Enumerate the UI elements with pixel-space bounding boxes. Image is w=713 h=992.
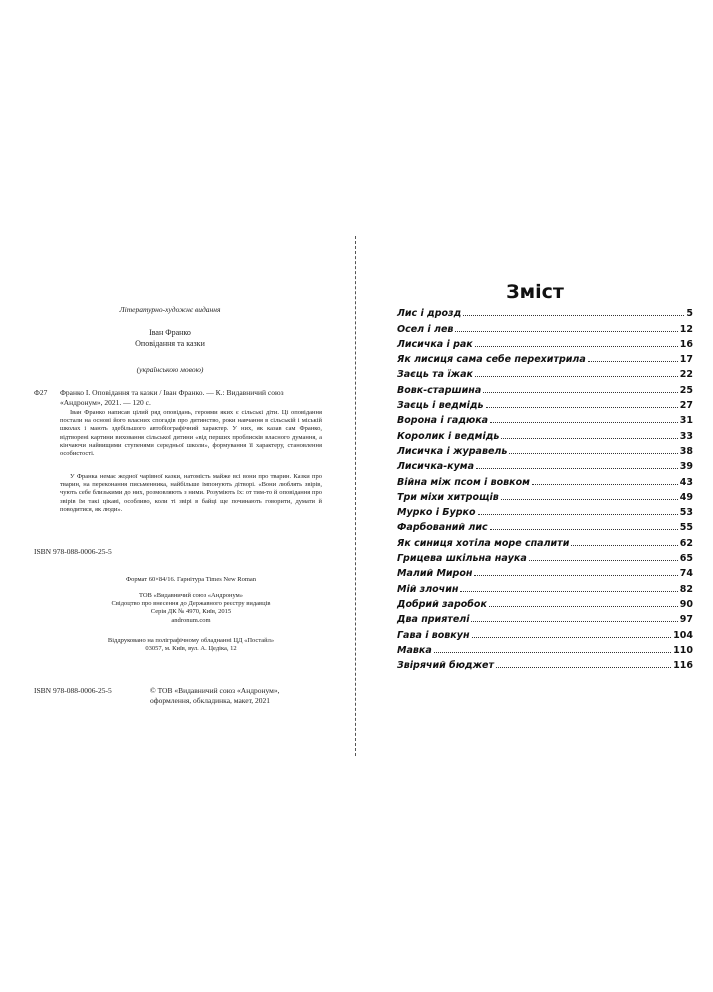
dot-leader — [471, 621, 677, 622]
toc-entry-page: 25 — [679, 384, 693, 396]
toc-entry — [397, 579, 693, 594]
toc-entry — [397, 396, 693, 411]
toc-entry — [397, 304, 693, 319]
toc-entry — [397, 457, 693, 472]
isbn-bottom: ISBN 978-088-0006-25-5 — [34, 686, 112, 695]
toc-entry-page: 65 — [679, 553, 693, 565]
dot-leader — [483, 392, 678, 393]
dot-leader — [532, 484, 678, 485]
toc-entry-title: Лисичка і рак — [397, 338, 473, 350]
toc-entry-title: Гава і вовкун — [397, 629, 470, 641]
book-title: Оповідання та казки — [135, 339, 205, 348]
dot-leader — [476, 468, 678, 469]
toc-entry-page: 16 — [679, 338, 693, 350]
dot-leader — [496, 667, 671, 668]
contents-page — [357, 0, 713, 992]
toc-entry-page: 33 — [679, 430, 693, 442]
toc-entry-title: Мій злочин — [397, 583, 459, 595]
genre-label: Літературно-художнє видання — [119, 305, 221, 314]
dot-leader — [490, 422, 678, 423]
imprint-line: ТОВ «Видавничий союз «Андронум» — [138, 592, 244, 599]
toc-entry-title: Грицева шкільна наука — [397, 553, 527, 565]
toc-entry-title: Фарбований лис — [397, 522, 488, 534]
format-info: Формат 60×84/16. Гарнітура Times New Roman — [125, 576, 257, 583]
toc-entry — [397, 549, 693, 564]
toc-entry-title: Королик і ведмідь — [397, 430, 500, 442]
language-note: (українською мовою) — [136, 365, 204, 374]
toc-entry-page: 27 — [679, 400, 693, 412]
toc-entry — [397, 625, 693, 640]
udc-code: Ф27 — [34, 388, 48, 397]
imprint-page — [0, 0, 355, 992]
toc-entry-title: Малий Мирон — [397, 568, 473, 580]
toc-entry-page: 110 — [673, 644, 693, 656]
dot-leader — [501, 499, 678, 500]
dot-leader — [529, 560, 678, 561]
dot-leader — [475, 346, 678, 347]
dot-leader — [434, 652, 671, 653]
imprint-line: Свідоцтво про внесення до Державного реєстру видавців — [111, 600, 271, 608]
toc-entry-page: 97 — [679, 614, 693, 626]
toc-entry-title: Осел і лев — [397, 323, 454, 335]
toc-entry-page: 22 — [679, 369, 693, 381]
toc-entry — [397, 442, 693, 457]
dot-leader — [455, 331, 677, 332]
page-divider — [355, 236, 356, 756]
toc-entry-title: Вовк-старшина — [397, 384, 482, 396]
toc-entry — [397, 610, 693, 625]
toc-entry-title: Добрий заробок — [397, 598, 487, 610]
toc-entry — [397, 656, 693, 671]
toc-entry-page: 74 — [679, 568, 693, 580]
toc-entry — [397, 595, 693, 610]
toc-entry — [397, 335, 693, 350]
imprint-line: Серія ДК № 4970, Київ, 2015 — [150, 608, 232, 616]
toc-entry-page: 116 — [673, 660, 693, 672]
toc-entry-page: 55 — [679, 522, 693, 534]
dot-leader — [486, 407, 678, 408]
toc-entry-page: 104 — [673, 629, 693, 641]
toc-heading: Зміст — [506, 281, 564, 303]
dot-leader — [490, 529, 678, 530]
toc-entry-title: Мурко і Бурко — [397, 507, 476, 519]
imprint-line: andronum.com — [171, 616, 211, 624]
toc-entry-page: 12 — [679, 323, 693, 335]
toc-entry-page: 90 — [679, 598, 693, 610]
toc-entry-page: 39 — [679, 461, 693, 473]
toc-entry-page: 17 — [679, 354, 693, 366]
toc-entry-title: Мавка — [397, 644, 432, 656]
toc-entry — [397, 426, 693, 441]
toc-entry — [397, 365, 693, 380]
dot-leader — [474, 575, 677, 576]
dot-leader — [571, 545, 677, 546]
toc-entry — [397, 518, 693, 533]
dot-leader — [460, 591, 677, 592]
copyright-notice: © ТОВ «Видавничий союз «Андронум», оформлення, обкладинка, макет, 2021 — [150, 686, 280, 705]
toc-entry-title: Заєць та їжак — [397, 369, 473, 381]
toc-entry-page: 5 — [686, 308, 693, 320]
toc-entry-title: Лис і дрозд — [397, 308, 462, 320]
table-of-contents — [397, 304, 693, 671]
toc-entry-page: 38 — [679, 445, 693, 457]
toc-entry-page: 31 — [679, 415, 693, 427]
toc-entry-title: Звірячий бюджет — [397, 660, 495, 672]
toc-entry-page: 62 — [679, 537, 693, 549]
printer-line: 03057, м. Київ, вул. А. Цедіка, 12 — [145, 645, 237, 653]
toc-entry-title: Як лисиця сама себе перехитрила — [397, 354, 586, 366]
toc-entry — [397, 488, 693, 503]
toc-entry-page: 49 — [679, 491, 693, 503]
abstract-paragraph-2: У Франка немає жодної чарівної казки, натомість майже всі вони про тварин. Казки про тварин, на переконання письменника, найбільше імпонують дітворі. «Вони люблять звірів, чують себе близькими до них, розмовляють з ними. Розуміють їх: от тим-то й оповідання про звірів їм такі цікаві, особливо, коли ті звірі в байці ще починають говорити, думати й поводитися, як люди». — [60, 473, 322, 513]
toc-entry — [397, 641, 693, 656]
toc-entry-title: Заєць і ведмідь — [397, 400, 484, 412]
toc-entry — [397, 350, 693, 365]
toc-entry-page: 53 — [679, 507, 693, 519]
toc-entry-title: Лисичка і журавель — [397, 445, 508, 457]
toc-entry — [397, 380, 693, 395]
author-name: Іван Франко — [149, 328, 191, 337]
toc-entry-title: Два приятелі — [397, 614, 470, 626]
dot-leader — [501, 438, 677, 439]
bibliographic-record: Франко І. Оповідання та казки / Іван Франко. — К.: Видавничий союз «Андронум», 2021. — 120 с. — [60, 388, 284, 407]
dot-leader — [463, 315, 684, 316]
toc-entry-page: 82 — [679, 583, 693, 595]
toc-entry-title: Три міхи хитрощів — [397, 491, 499, 503]
toc-entry-title: Як синиця хотіла море спалити — [397, 537, 570, 549]
publisher-imprint — [60, 592, 322, 625]
toc-entry — [397, 503, 693, 518]
printer-info — [60, 637, 322, 653]
toc-entry-title: Ворона і гадюка — [397, 415, 489, 427]
toc-entry — [397, 472, 693, 487]
dot-leader — [472, 637, 672, 638]
toc-entry — [397, 411, 693, 426]
toc-entry-title: Війна між псом і вовком — [397, 476, 530, 488]
dot-leader — [489, 606, 678, 607]
dot-leader — [475, 376, 678, 377]
toc-entry — [397, 564, 693, 579]
toc-entry — [397, 319, 693, 334]
toc-entry-page: 43 — [679, 476, 693, 488]
toc-entry-title: Лисичка-кума — [397, 461, 474, 473]
printer-line: Віддруковано на поліграфічному обладнанні ЦД «Постайл» — [107, 637, 275, 644]
isbn-top: ISBN 978-088-0006-25-5 — [34, 547, 112, 556]
abstract-paragraph-1: Іван Франко написав цілий ряд оповідань, героями яких є сільські діти. Ці оповідання постали на основі його власних спогадів про дитинство, роки навчання в сільській і міській школах і мають здебільшого автобіографічний характер. У них, як казав сам Франко, відтворені картини виховання сільської дитини «від перших проблисків власного думання, а кінчаючи найвищими ступенями середньої школи», формування її характеру, становлення особистості. — [60, 409, 322, 458]
dot-leader — [588, 361, 678, 362]
dot-leader — [478, 514, 678, 515]
toc-entry — [397, 533, 693, 548]
dot-leader — [509, 453, 677, 454]
